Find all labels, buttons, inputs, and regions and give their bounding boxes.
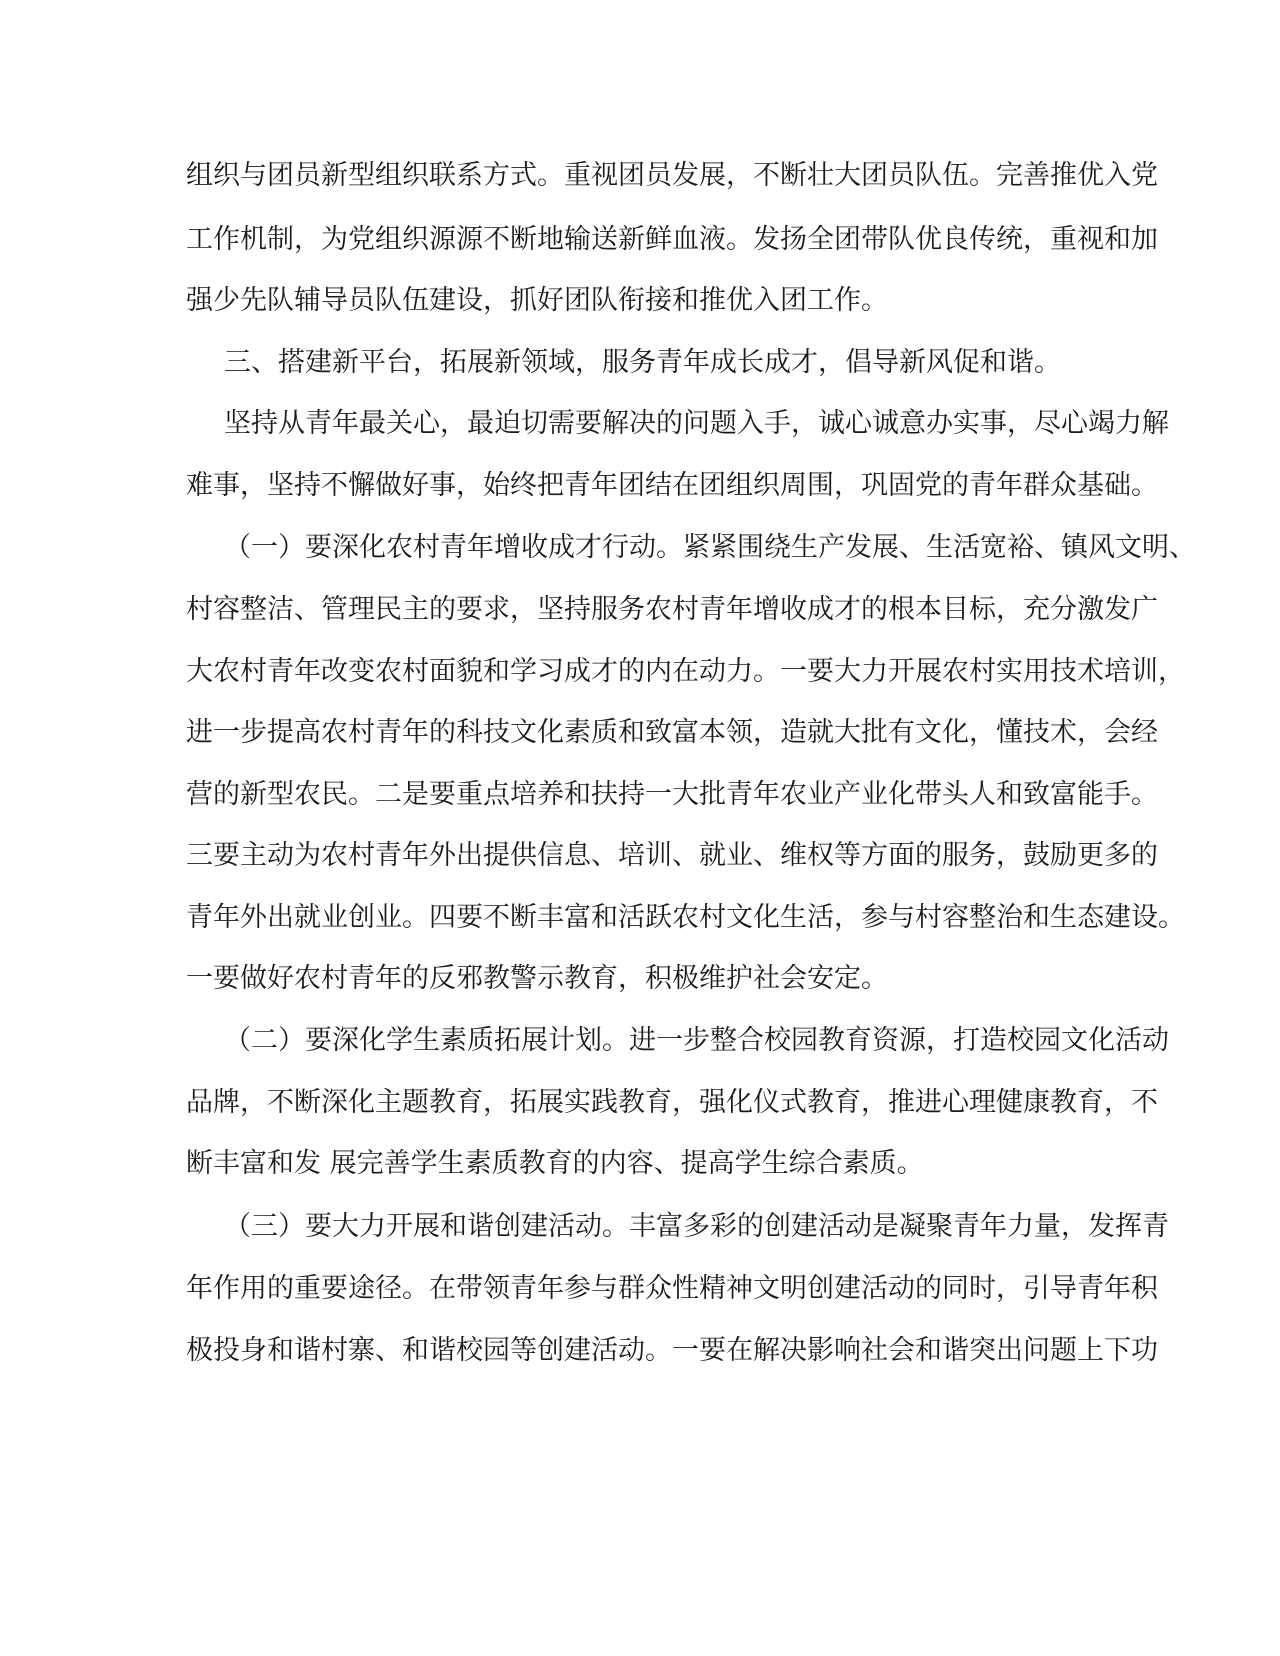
text-line: 难事，坚持不懈做好事，始终把青年团结在团组织周围，巩固党的青年群众基础。 — [186, 470, 1158, 501]
text-line: 品牌，不断深化主题教育，拓展实践教育，强化仪式教育，推进心理健康教育，不 — [186, 1087, 1158, 1118]
text-line: 断丰富和发 展完善学生素质教育的内容、提高学生综合素质。 — [186, 1148, 924, 1179]
text-line: 大农村青年改变农村面貌和学习成才的内在动力。一要大力开展农村实用技术培训， — [186, 656, 1185, 687]
subsection-heading-line: （三）要大力开展和谐创建活动。丰富多彩的创建活动是凝聚青年力量，发挥青 — [224, 1211, 1169, 1242]
text-line: 工作机制，为党组织源源不断地输送新鲜血液。发扬全团带队优良传统，重视和加 — [186, 224, 1158, 255]
section-heading: 三、搭建新平台，拓展新领域，服务青年成长成才，倡导新风促和谐。 — [224, 347, 1061, 378]
subsection-heading-line: （一）要深化农村青年增收成才行动。紧紧围绕生产发展、生活宽裕、镇风文明、 — [224, 532, 1196, 563]
text-line: 组织与团员新型组织联系方式。重视团员发展，不断壮大团员队伍。完善推优入党 — [186, 160, 1158, 191]
text-line: 坚持从青年最关心，最迫切需要解决的问题入手，诚心诚意办实事，尽心竭力解 — [224, 408, 1169, 439]
text-line: 进一步提高农村青年的科技文化素质和致富本领，造就大批有文化，懂技术，会经 — [186, 717, 1158, 748]
text-line: 村容整洁、管理民主的要求，坚持服务农村青年增收成才的根本目标，充分激发广 — [186, 594, 1158, 625]
subsection-heading-line: （二）要深化学生素质拓展计划。进一步整合校园教育资源，打造校园文化活动 — [224, 1025, 1169, 1056]
text-line: 三要主动为农村青年外出提供信息、培训、就业、维权等方面的服务，鼓励更多的 — [186, 840, 1158, 871]
text-line: 营的新型农民。二是要重点培养和扶持一大批青年农业产业化带头人和致富能手。 — [186, 779, 1158, 810]
text-line: 极投身和谐村寨、和谐校园等创建活动。一要在解决影响社会和谐突出问题上下功 — [186, 1335, 1158, 1366]
text-line: 一要做好农村青年的反邪教警示教育，积极维护社会安定。 — [186, 963, 888, 994]
text-line: 年作用的重要途径。在带领青年参与群众性精神文明创建活动的同时，引导青年积 — [186, 1273, 1158, 1304]
text-line: 青年外出就业创业。四要不断丰富和活跃农村文化生活，参与村容整治和生态建设。 — [186, 902, 1185, 933]
text-line: 强少先队辅导员队伍建设，抓好团队衔接和推优入团工作。 — [186, 285, 888, 316]
